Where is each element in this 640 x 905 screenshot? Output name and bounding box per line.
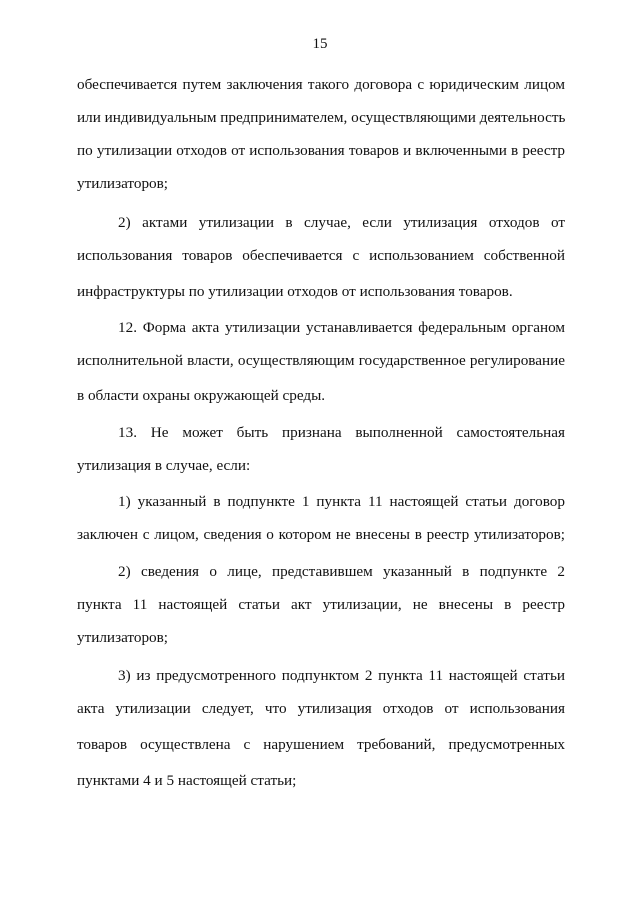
text-line: пункта 11 настоящей статьи акт утилизации, не внесены в реестр [77, 596, 565, 613]
text-line: товаров осуществлена с нарушением требований, предусмотренных [77, 736, 565, 753]
text-line: 2) актами утилизации в случае, если утилизация отходов от [118, 214, 565, 231]
text-line: 1) указанный в подпункте 1 пункта 11 настоящей статьи договор [118, 493, 565, 510]
text-line: 2) сведения о лице, представившем указанный в подпункте 2 [118, 563, 565, 580]
text-line: исполнительной власти, осуществляющим государственное регулирование [77, 352, 565, 369]
text-line: 12. Форма акта утилизации устанавливается федеральным органом [118, 319, 565, 336]
text-line: или индивидуальным предпринимателем, осуществляющими деятельность [77, 109, 566, 126]
text-line: заключен с лицом, сведения о котором не внесены в реестр утилизаторов; [77, 526, 565, 543]
text-line: утилизаторов; [77, 175, 169, 192]
text-line: 13. Не может быть признана выполненной самостоятельная [118, 424, 565, 441]
text-line: 3) из предусмотренного подпунктом 2 пункта 11 настоящей статьи [118, 667, 565, 684]
text-line: по утилизации отходов от использования товаров и включенными в реестр [77, 142, 565, 159]
text-line: утилизаторов; [77, 629, 169, 646]
text-line: пунктами 4 и 5 настоящей статьи; [77, 772, 297, 789]
text-line: утилизация в случае, если: [77, 457, 251, 474]
text-line: акта утилизации следует, что утилизация отходов от использования [77, 700, 565, 717]
text-line: в области охраны окружающей среды. [77, 387, 326, 404]
text-line: обеспечивается путем заключения такого договора с юридическим лицом [77, 76, 565, 93]
page-number: 15 [312, 36, 328, 52]
text-line: инфраструктуры по утилизации отходов от использования товаров. [77, 283, 513, 300]
text-line: использования товаров обеспечивается с использованием собственной [77, 247, 565, 264]
